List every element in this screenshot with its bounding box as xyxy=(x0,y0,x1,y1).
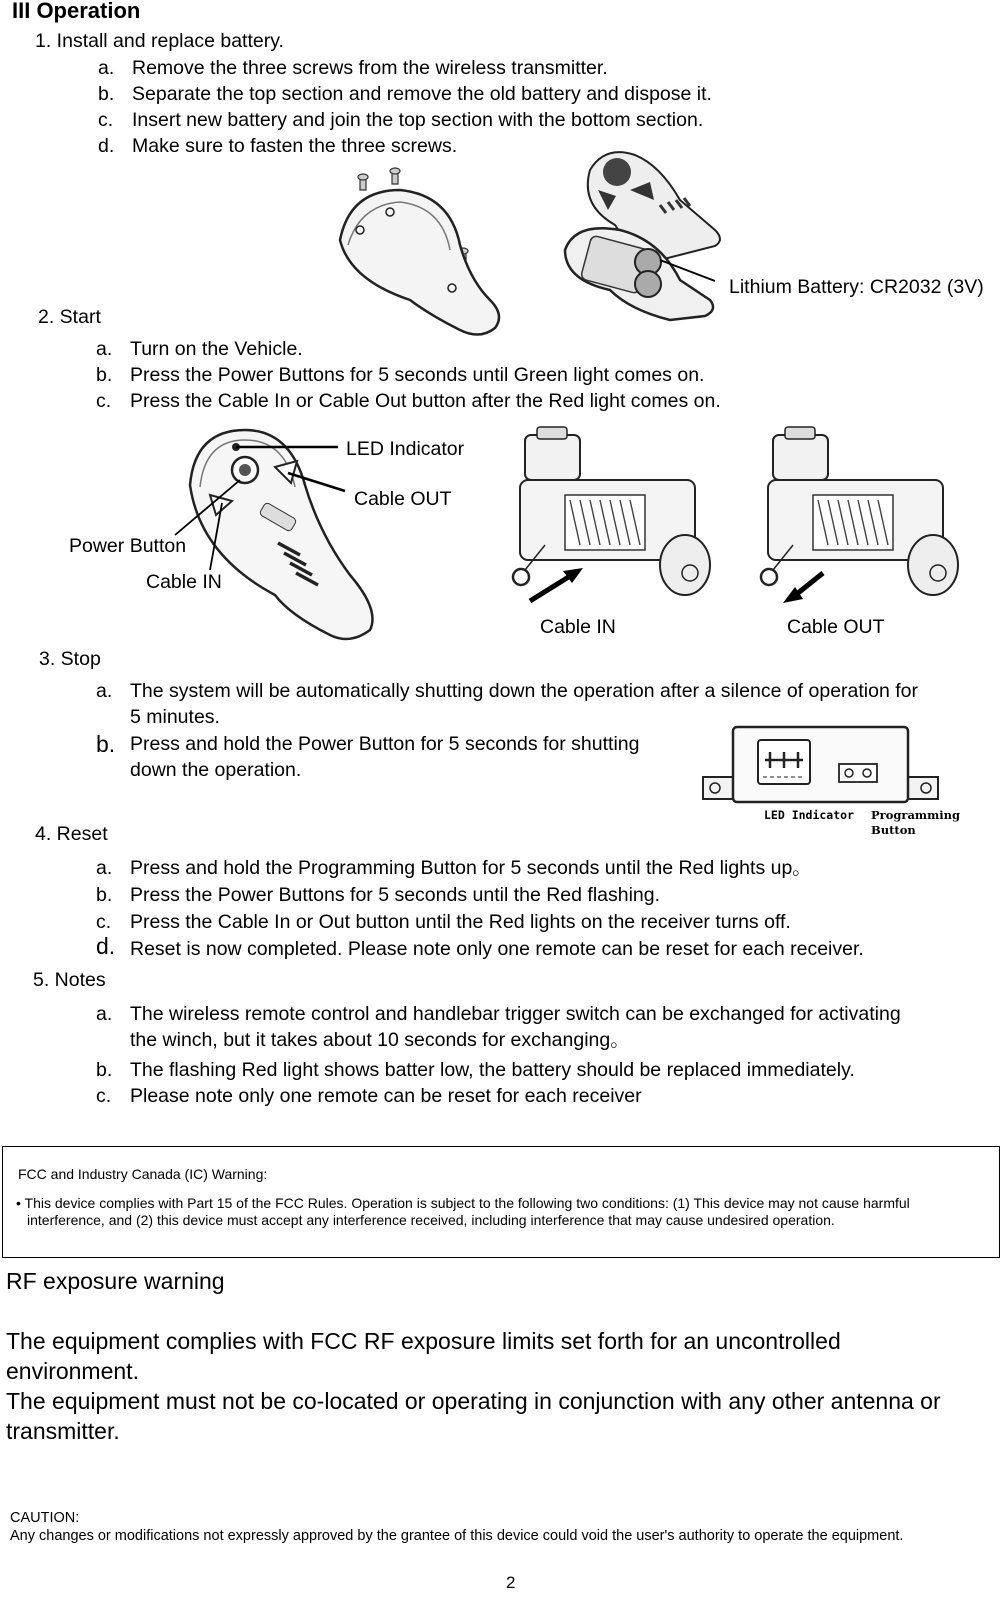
caution-title: CAUTION: xyxy=(10,1510,80,1526)
winch-cable-in-illustration xyxy=(505,425,725,605)
section-stop-title: 3. Stop xyxy=(39,648,101,670)
receiver-led-label: LED Indicator xyxy=(764,808,855,822)
winch-cable-in-label: Cable IN xyxy=(540,616,616,638)
page-number: 2 xyxy=(506,1573,516,1592)
remote-battery-illustration xyxy=(330,150,750,340)
cable-out-label: Cable OUT xyxy=(354,488,452,510)
winch-cable-out-illustration xyxy=(753,425,973,605)
battery-label: Lithium Battery: CR2032 (3V) xyxy=(729,276,984,298)
cable-in-label: Cable IN xyxy=(146,571,222,593)
fcc-bullet: • This device complies with Part 15 of the FCC Rules. Operation is subject to the following two conditions: (1) This device may not cause harmful interference, and (2) this device must accept any interference received, including interference that may cause undesired operation. xyxy=(16,1195,910,1228)
rf-paragraph-2: The equipment must not be co-located or operating in conjunction with any other antenna or transmitter. xyxy=(6,1388,941,1444)
winch-cable-out-label: Cable OUT xyxy=(787,616,885,638)
list-item: b. Press and hold the Power Button for 5 seconds for shutting down the operation. xyxy=(96,731,640,781)
fcc-warning-box xyxy=(2,1146,1000,1258)
led-indicator-label: LED Indicator xyxy=(346,438,465,460)
caution-text: Any changes or modifications not expressly approved by the grantee of this device could void the user's authority to operate the equipment. xyxy=(10,1528,904,1544)
section-start-title: 2. Start xyxy=(38,306,101,328)
list-item: a. The wireless remote control and handlebar trigger switch can be exchanged for activating the winch, but it takes about 10 seconds for exchanging。 xyxy=(96,1003,901,1051)
receiver-programming-label: Programming Button xyxy=(871,808,961,837)
rf-title: RF exposure warning xyxy=(6,1268,225,1294)
section-reset-title: 4. Reset xyxy=(35,823,108,845)
section-install-title: 1. Install and replace battery. xyxy=(35,30,284,52)
list-item: a. The system will be automatically shutting down the operation after a silence of operation for 5 minutes. xyxy=(96,680,919,728)
section-notes-title: 5. Notes xyxy=(33,969,106,991)
page-heading: III Operation xyxy=(12,0,141,23)
fcc-title: FCC and Industry Canada (IC) Warning: xyxy=(18,1166,268,1182)
rf-paragraph-1: The equipment complies with FCC RF exposure limits set forth for an uncontrolled environment. xyxy=(6,1328,841,1384)
power-button-label: Power Button xyxy=(69,535,187,557)
